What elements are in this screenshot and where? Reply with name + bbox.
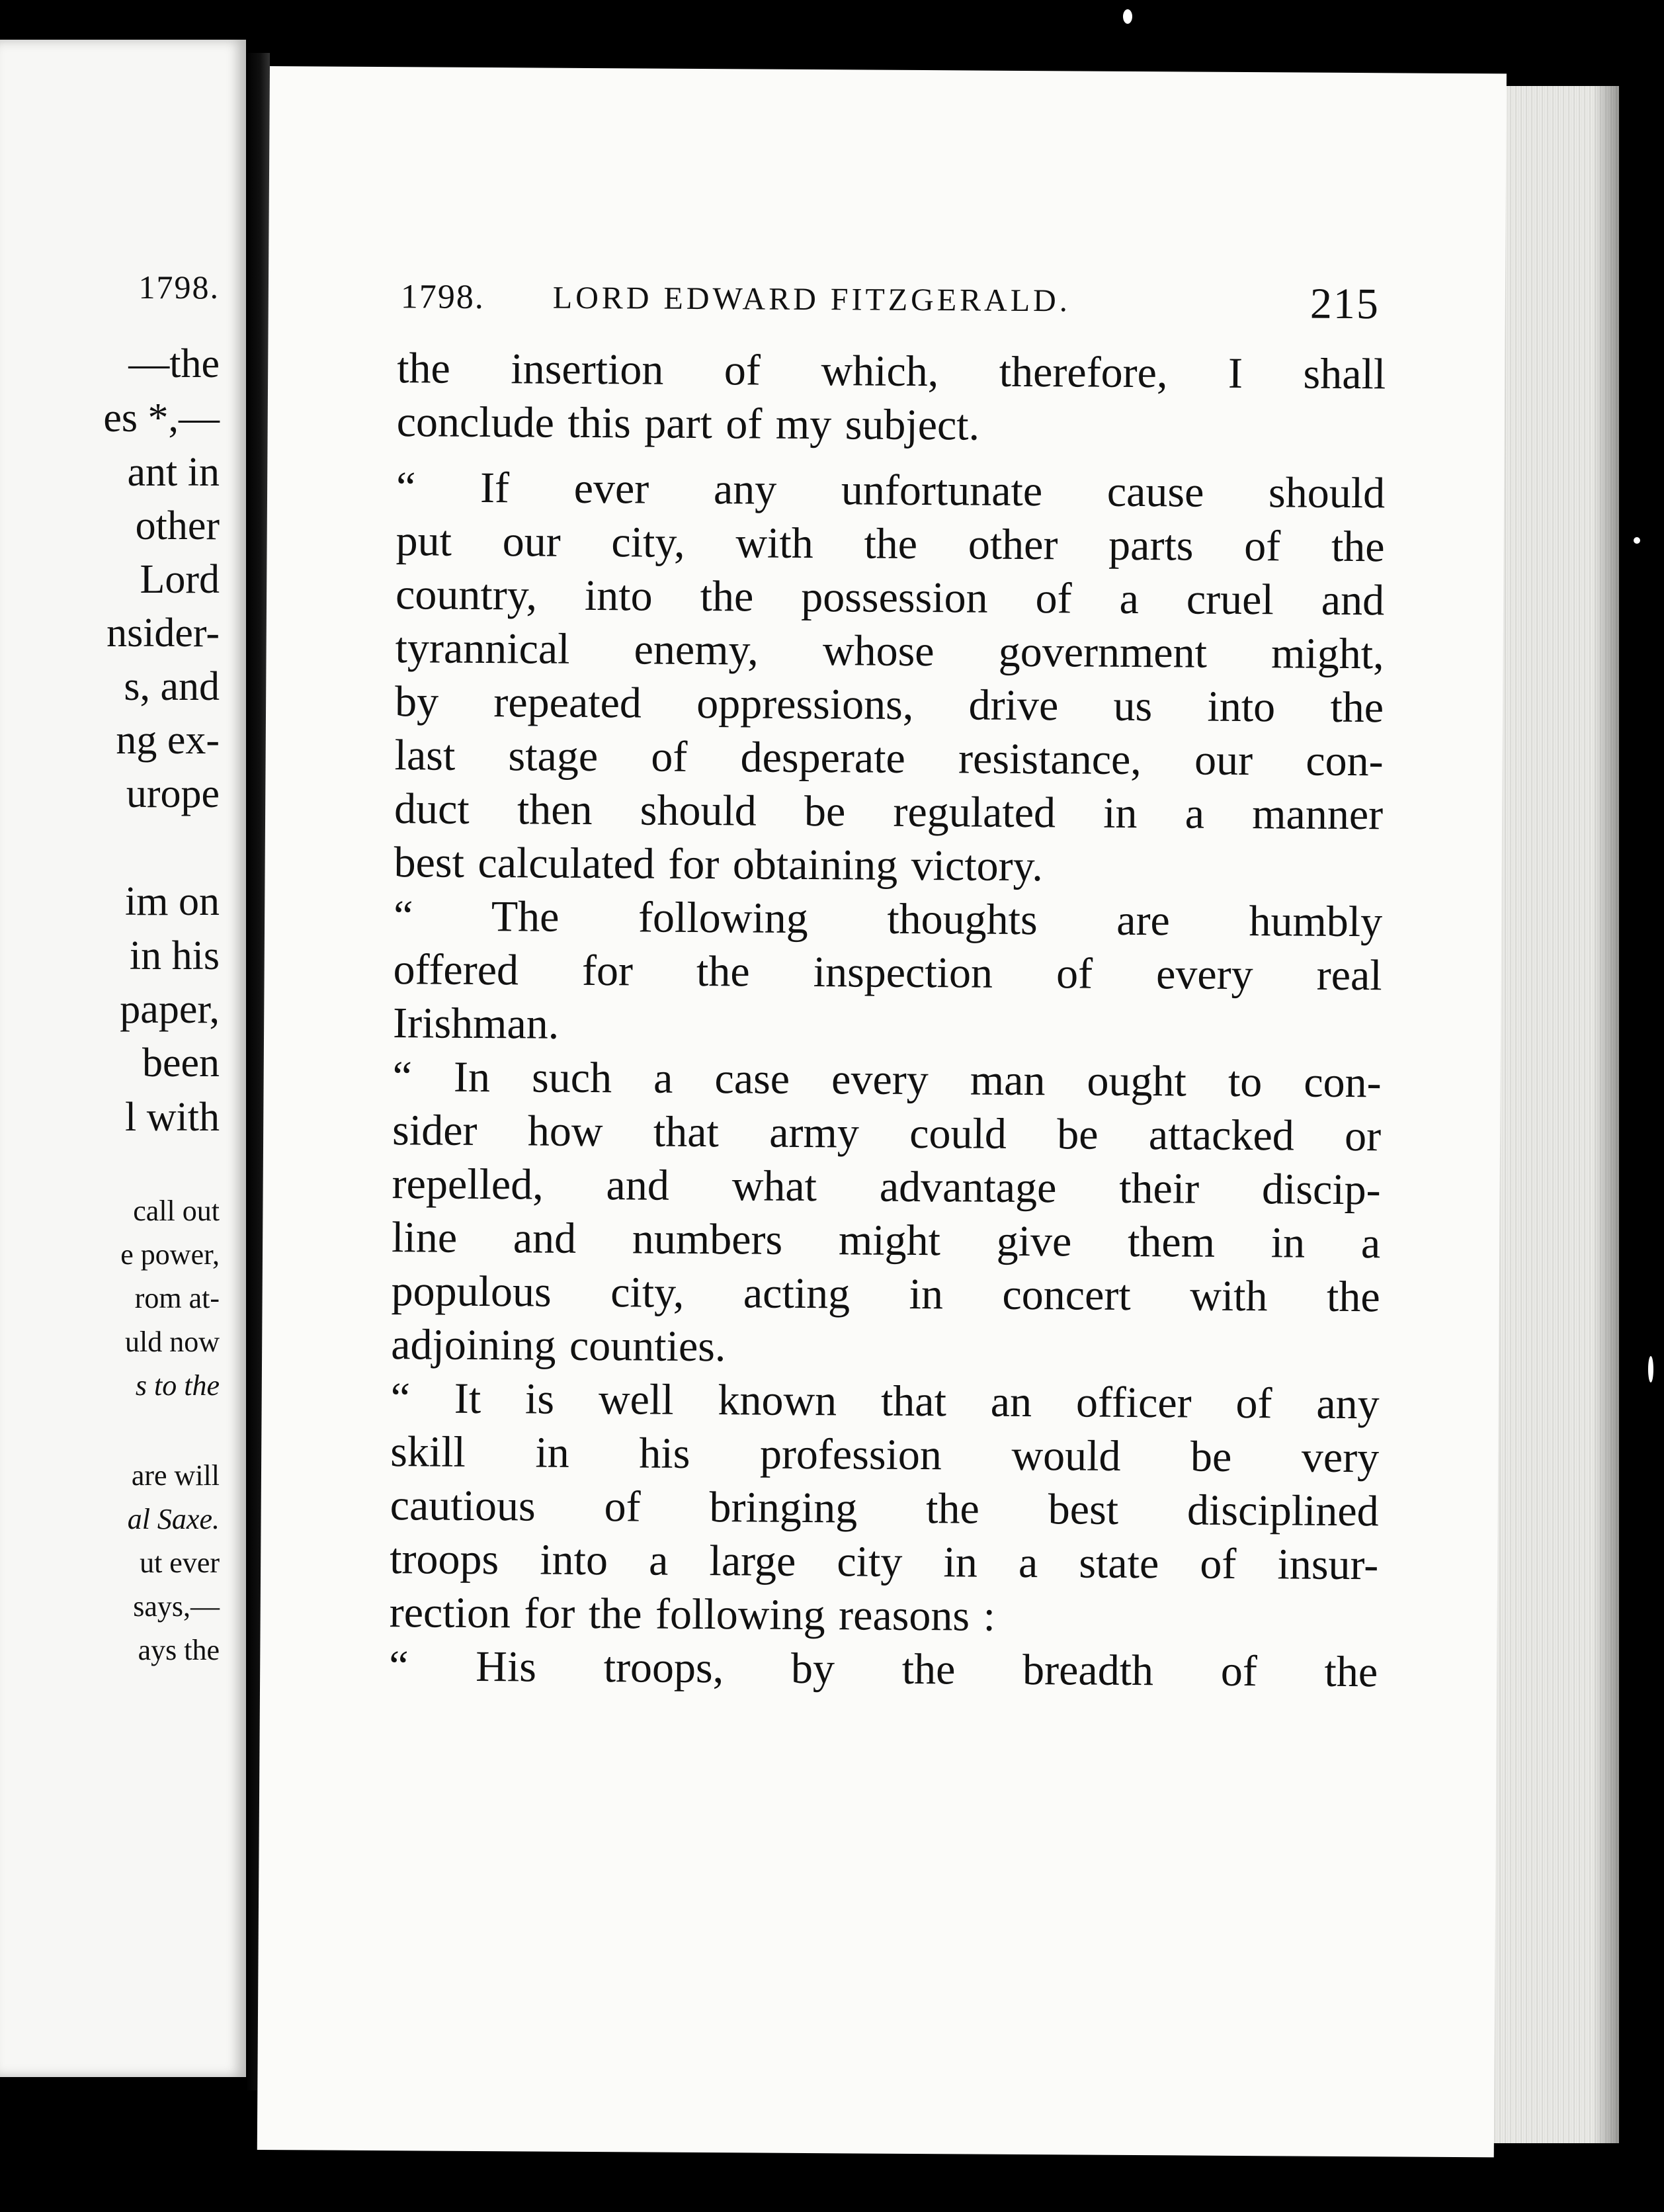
book-page (257, 66, 1507, 2157)
facing-page-line: in his (129, 933, 220, 978)
page-body (389, 341, 1386, 1699)
text-line: “ In such a case every man ought to con- (392, 1052, 1382, 1107)
dust-speck (1648, 1356, 1653, 1382)
text-line: repelled, and what advantage their discip- (392, 1160, 1381, 1214)
text-line: “ If ever any unfortunate cause should (395, 463, 1386, 518)
page-number: 215 (1310, 279, 1380, 329)
text-line: sider how that army could be attacked or (392, 1106, 1382, 1161)
running-head-year: 1798. (400, 278, 485, 316)
facing-page-footnote-line: says,— (133, 1590, 220, 1623)
facing-page-line: urope (126, 771, 220, 816)
facing-page-footnote-line: are will (131, 1459, 220, 1492)
page-fore-edge (1487, 86, 1619, 2143)
text-line: troops into a large city in a state of insur- (389, 1535, 1379, 1590)
facing-page-footnote-line: ut ever (140, 1547, 220, 1579)
facing-page-line: Lord (140, 557, 220, 602)
text-line: country, into the possession of a cruel and (395, 570, 1385, 625)
running-head (401, 277, 1380, 336)
text-line: cautious of bringing the best disciplined (390, 1481, 1379, 1536)
facing-page-line: s, and (124, 664, 220, 709)
facing-page-line: nsider- (106, 611, 220, 656)
facing-page-line: been (142, 1041, 220, 1085)
dust-speck (1634, 537, 1640, 544)
text-line: duct then should be regulated in a manner (394, 785, 1384, 839)
text-line: populous city, acting in concert with the (391, 1267, 1380, 1322)
facing-page-line: l with (125, 1095, 220, 1140)
facing-page-footnote-line: call out (133, 1195, 220, 1227)
text-line: by repeated oppressions, drive us into the (394, 677, 1384, 732)
facing-page-line: im on (125, 879, 220, 924)
text-line: best calculated for obtaining victory. (394, 838, 1044, 891)
facing-page-running-head: 1798. (138, 269, 220, 306)
text-line: conclude this part of my subject. (396, 398, 980, 450)
dust-speck (1123, 9, 1132, 24)
facing-page-line: ng ex- (116, 718, 220, 763)
text-line: last stage of desperate resistance, our con- (394, 731, 1384, 786)
facing-page-line: —the (128, 341, 220, 386)
facing-page-line: paper, (120, 987, 220, 1032)
text-line: rection for the following reasons : (389, 1588, 996, 1640)
running-head-title: LORD EDWARD FITZGERALD. (552, 280, 1071, 319)
facing-page-fragment (0, 40, 246, 2077)
facing-page-footnote-line: ays the (138, 1634, 220, 1666)
text-line: tyrannical enemy, whose government might, (395, 624, 1384, 679)
facing-page-footnote-line: e power, (120, 1238, 220, 1271)
facing-page-line: other (135, 503, 220, 548)
text-line: the insertion of which, therefore, I shall (396, 344, 1386, 399)
facing-page-footnote-line: al Saxe. (127, 1503, 220, 1535)
text-line: “ The following thoughts are humbly (393, 892, 1383, 947)
text-line: offered for the inspection of every real (393, 945, 1382, 1000)
text-line: put our city, with the other parts of the (395, 517, 1385, 572)
text-line: adjoining counties. (390, 1320, 726, 1371)
text-line: “ It is well known that an officer of any (390, 1374, 1380, 1429)
text-line: Irishman. (392, 999, 560, 1048)
text-line: “ His troops, by the breadth of the (389, 1642, 1378, 1697)
facing-page-footnote-line: uld now (125, 1326, 220, 1358)
text-line: line and numbers might give them in a (391, 1213, 1381, 1268)
facing-page-line: ant in (127, 450, 220, 495)
text-line: skill in his profession would be very (390, 1427, 1380, 1482)
facing-page-line: es *,— (103, 396, 220, 441)
facing-page-footnote-line: rom at- (134, 1282, 220, 1314)
facing-page-footnote-line: s to the (135, 1369, 220, 1402)
